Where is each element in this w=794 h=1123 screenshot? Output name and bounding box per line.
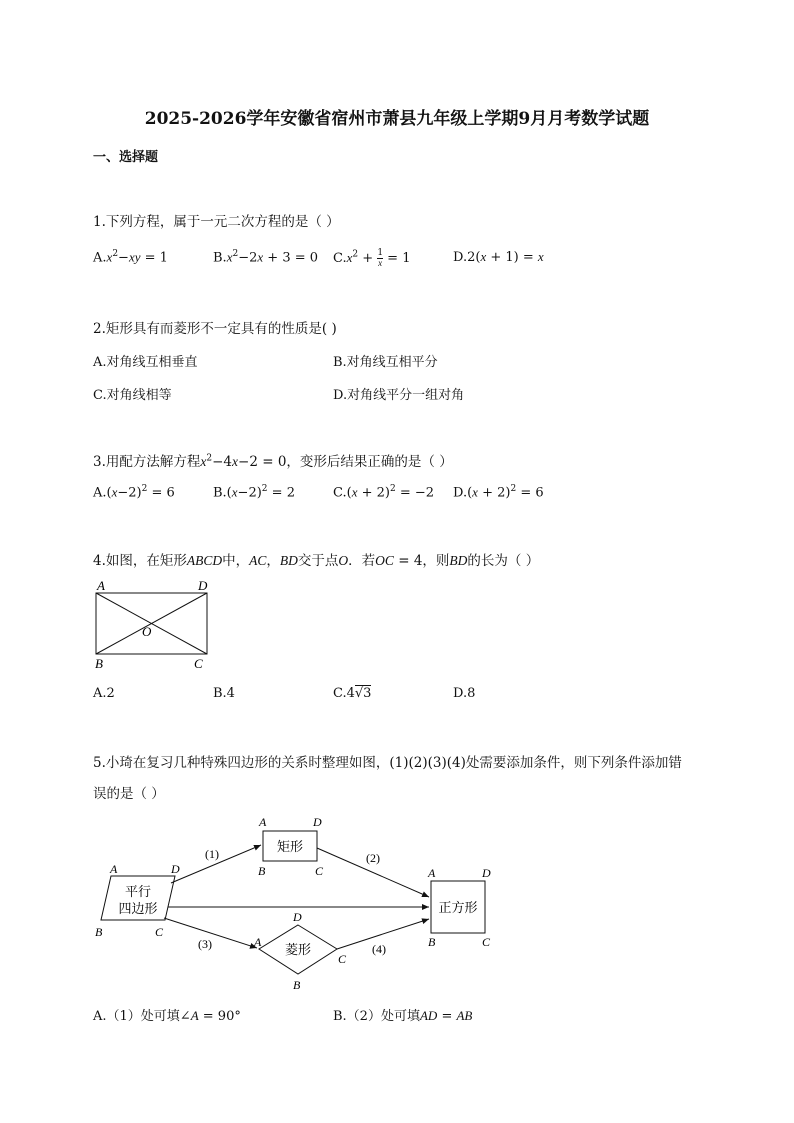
vertex-b-label: B xyxy=(95,656,103,671)
question-1-option-a: $A.x^2-xy = 1$ xyxy=(93,249,168,266)
question-2-option-b: B.对角线互相平分 xyxy=(333,355,438,370)
question-3-option-a: $A.(x-2)^2 = 6$ xyxy=(93,484,175,501)
rectangle-vertex-b: B xyxy=(258,864,266,878)
rhombus-vertex-b: B xyxy=(293,978,301,992)
question-2-option-a: A.对角线互相垂直 xyxy=(93,355,198,370)
question-5-option-b: B.（2）处可填AD = AB xyxy=(333,1008,473,1024)
vertex-d-label: D xyxy=(198,578,208,593)
question-1-option-c: $C.x^2$ + $\frac{1}{x}$ = 1 xyxy=(333,248,411,268)
square-vertex-a: A xyxy=(428,866,436,880)
parallelogram-vertex-b: B xyxy=(95,925,103,939)
question-4-option-b: B.4 xyxy=(213,686,235,701)
question-3-option-d: $D.(x + 2)^2 = 6$ xyxy=(453,484,544,501)
rectangle-vertex-c: C xyxy=(315,864,324,878)
question-2-option-c: C.对角线相等 xyxy=(93,388,172,403)
rhombus-vertex-a: A xyxy=(254,935,262,949)
question-2-stem: 2.矩形具有而菱形不一定具有的性质是( ) xyxy=(93,321,337,337)
question-4-option-a: A.2 xyxy=(93,686,115,701)
rectangle-vertex-d: D xyxy=(313,815,322,829)
parallelogram-vertex-d: D xyxy=(171,862,180,876)
question-2-option-d: D.对角线平分一组对角 xyxy=(333,388,465,403)
question-5-stem-line-1: 5.小琦在复习几种特殊四边形的关系时整理如图，(1)(2)(3)(4)处需要添加条件，则下列条件添加错 xyxy=(93,755,682,771)
question-4-stem: 4.如图，在矩形ABCD中，AC，BD交于点O．若OC = 4，则BD的长为（ ） xyxy=(93,553,540,569)
arrow-label-4: (4) xyxy=(372,942,386,956)
square-vertex-c: C xyxy=(482,935,491,949)
center-o-label: O xyxy=(142,624,152,639)
parallelogram-label-line-2: 四边形 xyxy=(118,901,158,916)
question-3-stem: 3.用配方法解方程$x^2-4x-2 = 0$，变形后结果正确的是（ ） xyxy=(93,453,453,470)
quadrilateral-relation-diagram xyxy=(88,808,508,998)
vertex-a-label: A xyxy=(97,578,105,593)
rectangle-label: 矩形 xyxy=(276,839,304,854)
rectangle-figure xyxy=(88,577,218,672)
question-5-option-a: A.（1）处可填∠A = 90° xyxy=(93,1008,241,1024)
question-3-option-c: $C.(x + 2)^2 = -2$ xyxy=(333,484,435,501)
page-title: 2025-2026学年安徽省宿州市萧县九年级上学期9月月考数学试题 xyxy=(144,109,650,129)
square-label: 正方形 xyxy=(438,900,478,915)
parallelogram-vertex-a: A xyxy=(110,862,118,876)
rectangle-vertex-a: A xyxy=(259,815,267,829)
question-3-option-b: $B.(x-2)^2 = 2$ xyxy=(213,484,295,501)
arrow-label-2: (2) xyxy=(366,851,380,865)
vertex-c-label: C xyxy=(194,656,203,671)
question-4-option-c: C.4√3 xyxy=(333,686,372,701)
parallelogram-vertex-c: C xyxy=(155,925,164,939)
arrow-label-1: (1) xyxy=(205,847,219,861)
section-heading: 一、选择题 xyxy=(93,150,159,165)
square-vertex-b: B xyxy=(428,935,436,949)
question-1-stem: 1.下列方程，属于一元二次方程的是（ ） xyxy=(93,214,340,230)
square-vertex-d: D xyxy=(482,866,491,880)
parallelogram-label-line-1: 平行 xyxy=(124,884,152,899)
question-1-option-d: D.2(x + 1) = x xyxy=(453,249,544,265)
rhombus-vertex-c: C xyxy=(338,952,347,966)
question-5-stem-line-2: 误的是（ ） xyxy=(93,786,165,802)
question-1-option-b: $B.x^2-2x + 3 = 0$ xyxy=(213,249,319,266)
rhombus-label: 菱形 xyxy=(284,942,312,957)
question-4-option-d: D.8 xyxy=(453,686,476,701)
rhombus-vertex-d: D xyxy=(293,910,302,924)
arrow-label-3: (3) xyxy=(198,937,212,951)
